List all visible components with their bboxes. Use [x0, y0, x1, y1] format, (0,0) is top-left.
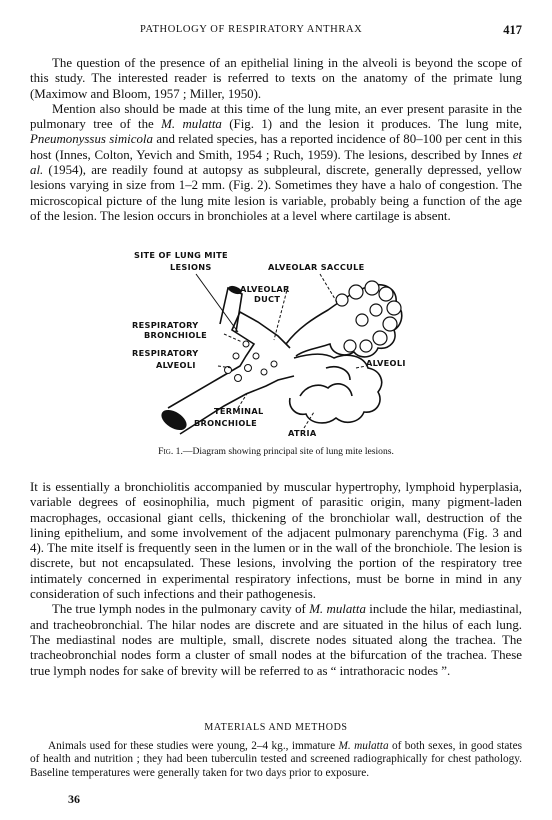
paragraph-bronchiolitis	[30, 480, 522, 602]
alveolus	[387, 301, 401, 315]
text-run: Mention also should be made at this time of the lung mite, an ever present parasite in the pulmonary tree of the	[30, 101, 522, 132]
label-resp-alveoli-line1: RESPIRATORY	[132, 348, 199, 358]
page-number: 417	[503, 23, 522, 37]
alveolus	[349, 285, 363, 299]
paragraph-lymph-nodes	[30, 602, 522, 678]
leader-saccule	[320, 274, 338, 304]
species-name: M. mulatta	[309, 602, 366, 617]
alveoli-fold	[326, 367, 350, 380]
text-run: Animals used for these studies were young, 2–4 kg., immature	[48, 740, 339, 752]
caption-text: —Diagram showing principal site of lung mite lesions.	[182, 446, 394, 457]
diagram-svg	[128, 248, 428, 444]
respiratory-alveolus	[243, 341, 249, 347]
label-site-line2: LESIONS	[170, 262, 212, 272]
latin-abbreviation: et al.	[30, 147, 522, 178]
text-run: (Fig. 1) and the lesion it produces. The lung mite,	[221, 117, 523, 132]
paragraph-lung-mite	[30, 102, 522, 224]
label-resp-bronchiole-line1: RESPIRATORY	[132, 320, 199, 330]
running-head-title: PATHOLOGY OF RESPIRATORY ANTHRAX	[140, 24, 363, 35]
lung-mite-diagram	[128, 248, 428, 444]
text-run: It is essentially a bronchiolitis accompanied by muscular hypertrophy, lymphoid hyperplasia, variable degrees of eosinophilia, much pigment of parasitic origin, many pigment-laden macrophages, occasional giant cells, thickening of the bronchiolar wall, destruction of the lining epithelium, and some involvement of the adjacent pulmonary parenchyma (Fig. 3 and 4). The mite itself is frequently seen in the lumen or in the wall of the bronchiole. The lesion is discrete, but not encapsulated. These lesions, involving the portion of the respiratory tree intimately concerned in experimental respiratory infections, must be borne in mind in any consideration of such infections and their pathogenesis.	[30, 480, 522, 602]
species-name: M. mulatta	[338, 740, 389, 752]
leader-alveoli	[356, 366, 366, 368]
label-alveolar-saccule: ALVEOLAR SACCULE	[268, 262, 365, 272]
text-run: of both sexes, in good states of health and nutrition ; they had been tuberculin tested and screened radiographically for chest pathology. Baseline temperatures were generally taken for two days prior to exposure.	[30, 740, 522, 779]
body-text-top	[30, 56, 522, 224]
alveolus	[379, 287, 393, 301]
label-alveolar-duct-line1: ALVEOLAR	[240, 284, 290, 294]
text-run: and related species, has a reported incidence of 80–100 per cent in this host (Innes, Colton, Yevich and Smith, 1954 ; Ruch, 1959). The lesions, described by Innes	[30, 132, 522, 162]
body-text-bottom	[30, 480, 522, 679]
respiratory-alveolus	[235, 375, 242, 382]
footer-page-number: 36	[68, 792, 80, 806]
text-run: The true lymph nodes in the pulmonary cavity of	[52, 602, 310, 617]
running-header	[30, 24, 522, 40]
alveolus	[370, 304, 382, 316]
label-resp-bronchiole-line2: BRONCHIOLE	[144, 330, 208, 340]
paragraph-methods	[30, 740, 522, 780]
species-name: M. mulatta	[161, 117, 222, 132]
label-terminal-line1: TERMINAL	[214, 406, 264, 416]
respiratory-alveolus	[245, 365, 252, 372]
label-alveolar-duct-line2: DUCT	[254, 294, 281, 304]
alveolus	[356, 314, 368, 326]
respiratory-alveolus	[271, 361, 277, 367]
label-site-line1: SITE OF LUNG MITE	[134, 250, 228, 260]
alveolus	[365, 281, 379, 295]
leader-site	[196, 274, 238, 332]
respiratory-alveolus	[253, 353, 259, 359]
alveolus	[373, 331, 387, 345]
figure-caption	[0, 446, 552, 457]
label-alveoli: ALVEOLI	[366, 358, 406, 368]
alveolus	[344, 340, 356, 352]
section-heading: MATERIALS AND METHODS	[204, 722, 348, 733]
label-resp-alveoli-line2: ALVEOLI	[156, 360, 196, 370]
text-run: include the hilar, mediastinal, and tracheobronchial. The hilar nodes are discrete and are situated in the hilus of each lung. The mediastinal nodes are multiple, small, discrete nodes situated along the trachea. The tracheobronchial nodes form a cluster of small nodes at the bifurcation of the trachea. These true lymph nodes for sake of brevity will be referred to as “ intrathoracic nodes ”.	[30, 602, 523, 678]
alveolus	[360, 340, 372, 352]
atria-fold	[300, 384, 352, 396]
label-atria: ATRIA	[288, 428, 317, 438]
respiratory-alveolus	[261, 369, 267, 375]
upper-branch	[220, 288, 242, 332]
species-name: Pneumonyssus simicola	[30, 132, 153, 147]
methods-text	[30, 740, 522, 780]
label-terminal-line2: BRONCHIOLE	[194, 418, 258, 428]
text-run: The question of the presence of an epithelial lining in the alveoli is beyond the scope of this study. The interested reader is referred to texts on the anatomy of the primate lung (Maximow and Bloom, 1957 ; Miller, 1950).	[30, 56, 522, 101]
respiratory-alveolus	[233, 353, 239, 359]
paragraph-epithelial-lining	[30, 56, 522, 102]
text-run: (1954), are readily found at autopsy as subpleural, discrete, generally depressed, yellow lesions varying in size from 1–2 mm. (Fig. 2). Sometimes they have a halo of congestion. The microscopical picture of the lung mite lesion is variable, probably being a function of the age of the lesion. The lesion occurs in bronchioles at a level where cartilage is absent.	[30, 163, 522, 223]
alveolus	[336, 294, 348, 306]
alveolus	[383, 317, 397, 331]
caption-prefix: Fig. 1.	[158, 446, 183, 457]
